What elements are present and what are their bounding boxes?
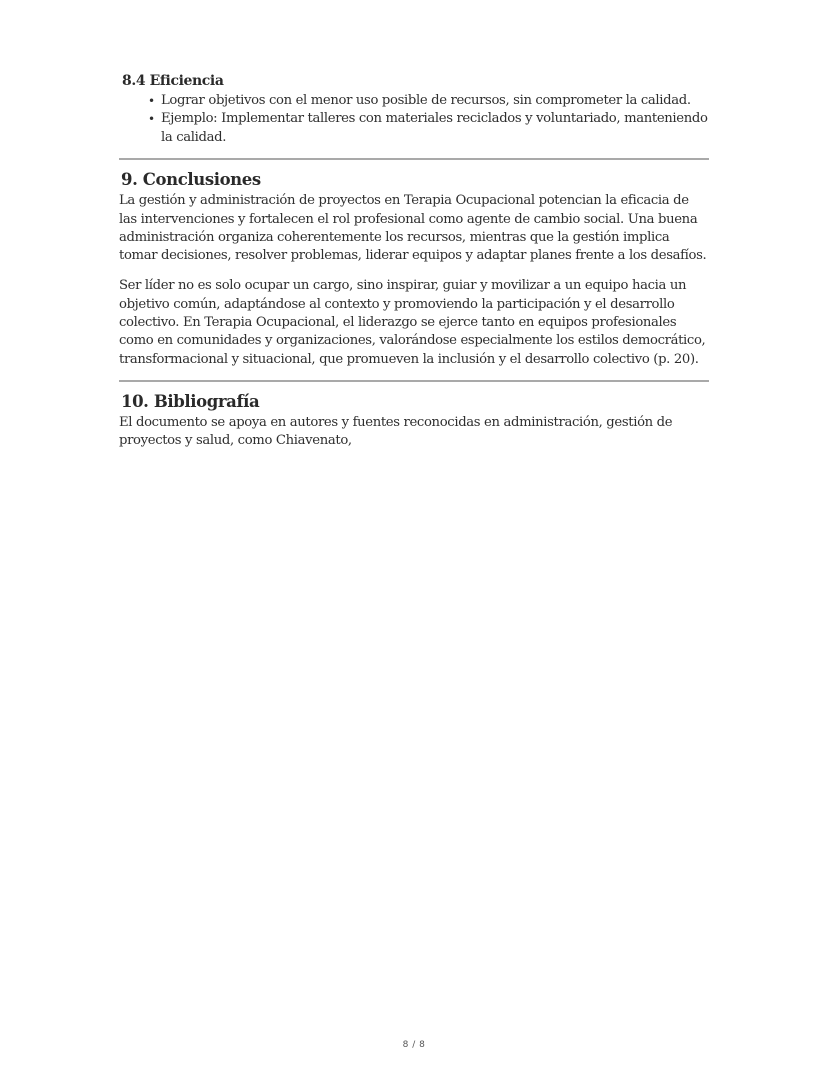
list-item-text: Ejemplo: Implementar talleres con materiales reciclados y voluntariado, manteniendo la calidad. <box>161 111 708 145</box>
section-divider <box>119 158 709 160</box>
list-item <box>148 110 709 147</box>
paragraph: El documento se apoya en autores y fuentes reconocidas en administración, gestión de proyectos y salud, como Chiavenato, <box>119 414 673 449</box>
paragraph: La gestión y administración de proyectos en Terapia Ocupacional potencian la eficacia de las intervenciones y fortalecen el rol profesional como agente de cambio social. Una buena administración organiza coherentemente los recursos, mientras que la gestión implica tomar decisiones, resolver problemas, liderar equipos y adaptar planes frente a los desafíos. <box>119 193 707 264</box>
bullet-list-eficiencia <box>119 92 709 147</box>
list-item <box>148 92 709 110</box>
bullet-icon: • <box>148 94 155 108</box>
section-heading-8-4: 8.4 Eficiencia <box>122 73 224 89</box>
bullet-icon: • <box>148 112 155 127</box>
section-heading-conclusiones: 9. Conclusiones <box>121 170 261 190</box>
list-item-text: Lograr objetivos con el menor uso posible de recursos, sin comprometer la calidad. <box>161 93 691 108</box>
page-number: 8 / 8 <box>402 1040 426 1050</box>
document-page <box>119 72 709 450</box>
section-divider <box>119 380 709 382</box>
paragraph: Ser líder no es solo ocupar un cargo, sino inspirar, guiar y movilizar a un equipo hacia un objetivo común, adaptándose al contexto y promoviendo la participación y el desarrollo colectivo. En Terapia Ocupacional, el liderazgo se ejerce tanto en equipos profesionales como en comunidades y organizaciones, valorándose especialmente los estilos democrático, transformacional y situacional, que promueven la inclusión y el desarrollo colectivo (p. 20). <box>119 278 706 367</box>
section-heading-bibliografia: 10. Bibliografía <box>121 391 260 411</box>
